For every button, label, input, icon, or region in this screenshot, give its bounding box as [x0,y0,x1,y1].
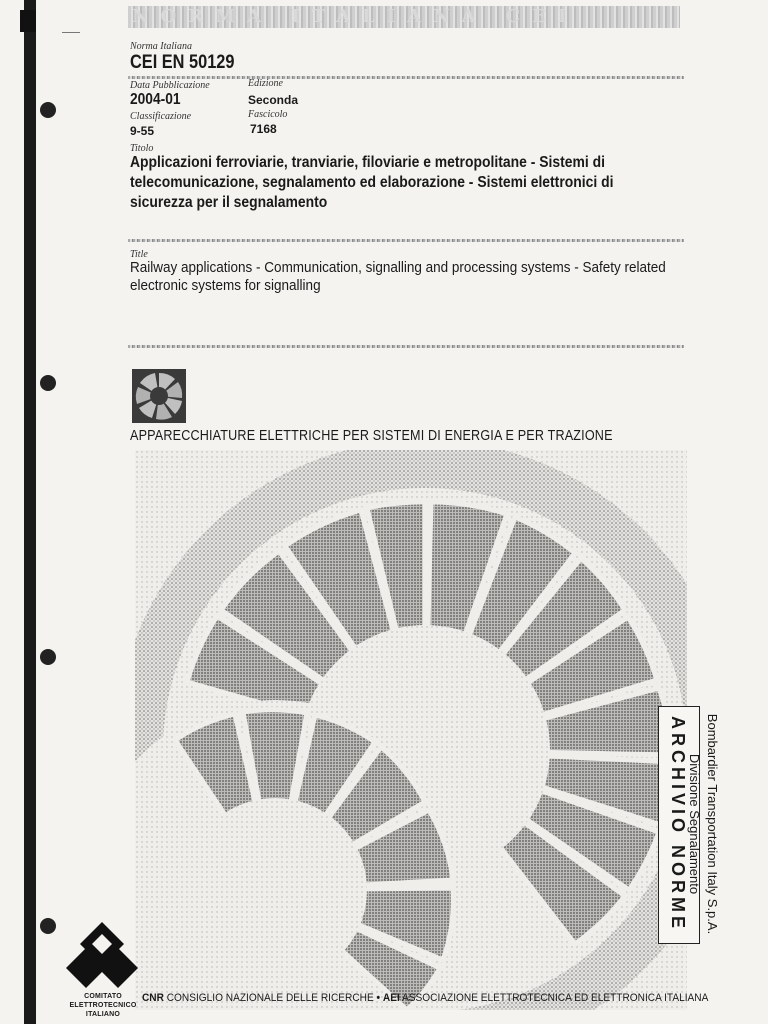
fascicolo-label: Fascicolo [248,109,288,120]
section-heading: APPARECCHIATURE ELETTRICHE PER SISTEMI DI ENERGIA E PER TRAZIONE [130,427,613,444]
edition-label: Edizione [248,78,283,89]
scan-mark [62,32,80,33]
divider [128,239,684,242]
titolo-label: Titolo [130,143,154,154]
footer-bullet: • [376,992,381,1004]
standard-code: CEI EN 50129 [130,52,235,73]
masthead-banner: NORMA ITALIANA CEI [128,6,680,28]
aei-name: ASSOCIAZIONE ELETTROTECNICA ED ELETTRONICA ITALIANA [402,992,709,1004]
punch-hole [40,375,56,391]
aei-abbr: AEI [382,992,400,1004]
cei-name: COMITATO ELETTROTECNICO ITALIANO [69,993,137,1018]
divider [128,76,684,79]
binder-clip [20,10,36,32]
english-title: Railway applications - Communication, signalling and processing systems - Safety related electronic systems for signalling [130,259,666,294]
cover-wheel-artwork [135,450,687,1010]
classification-label: Classificazione [130,111,192,122]
section-emblem-icon [132,369,186,423]
stamp-archive-text: ARCHIVIO NORME [668,715,689,932]
footer-publishers [142,992,708,1004]
punch-hole [40,649,56,665]
pub-date-label: Data Pubblicazione [130,80,210,91]
divider [128,345,684,348]
cnr-name: CONSIGLIO NAZIONALE DELLE RICERCHE [166,992,374,1004]
binder-strip [24,0,36,1024]
title-label: Title [130,249,148,260]
classification-value: 9-55 [130,124,155,138]
pub-date-value: 2004-01 [130,91,181,108]
fascicolo-value: 7168 [250,122,277,136]
punch-hole [40,918,56,934]
cei-logo-icon [66,920,138,992]
punch-hole [40,102,56,118]
edition-value: Seconda [248,93,299,107]
cnr-abbr: CNR [142,992,164,1004]
italian-title: Applicazioni ferroviarie, tranviarie, filoviarie e metropolitane - Sistemi di telecomunicazione, segnalamento ed elaborazione - Sistemi elettronici di sicurezza per il segnalamento [130,154,614,211]
stamp-division-line: Divisione Segnalamento [687,753,703,895]
norma-label: Norma Italiana [130,41,192,52]
stamp-company-line: Bombardier Transportation Italy S.p.A. [705,713,721,935]
